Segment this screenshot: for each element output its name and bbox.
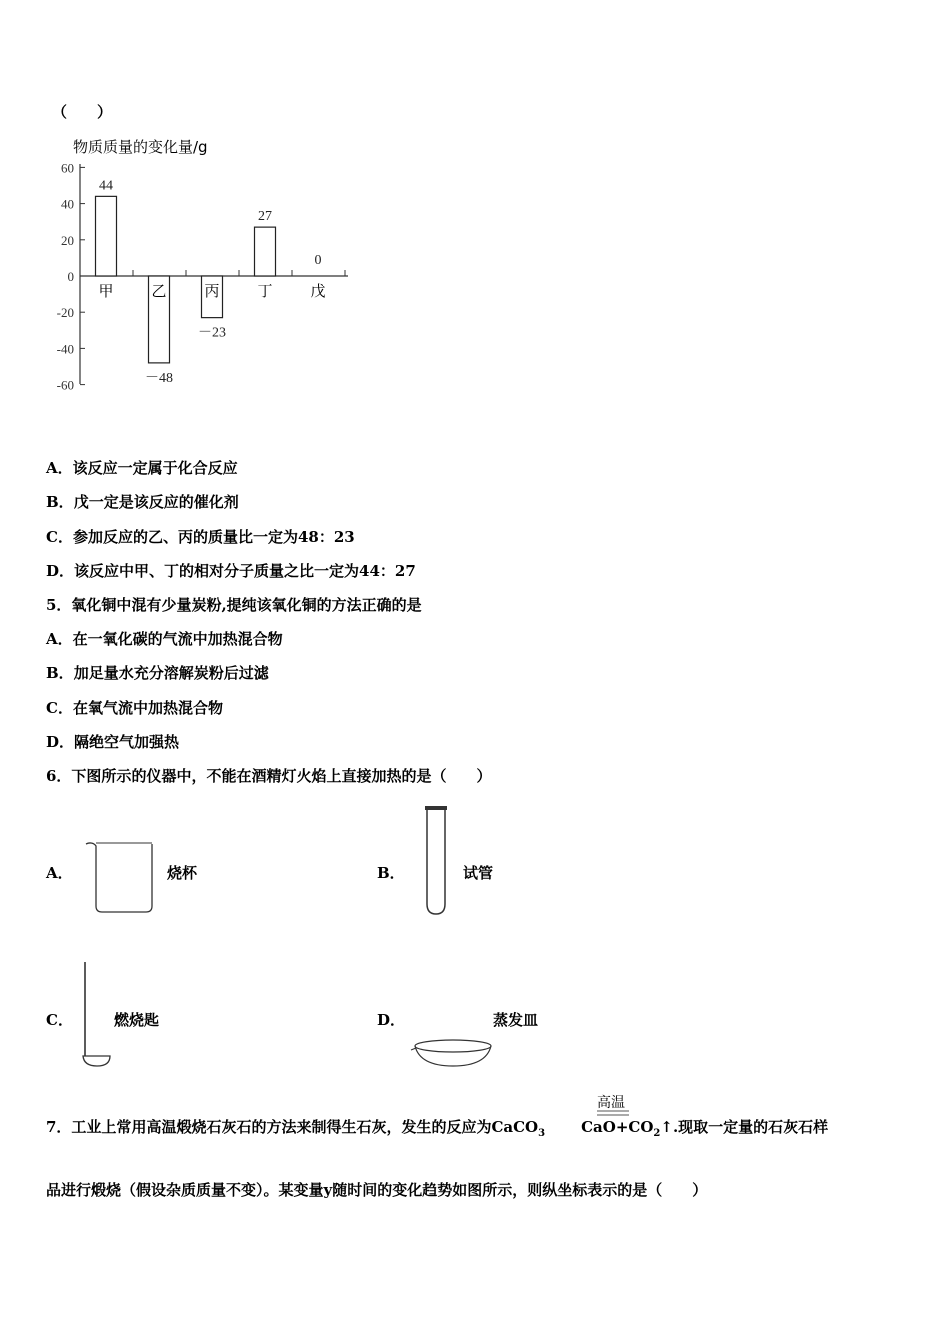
y-tick-label: 0 — [67, 269, 74, 284]
data-label: 44 — [99, 178, 113, 194]
q4-option-a[interactable] — [46, 458, 238, 478]
q5-option-a[interactable] — [46, 629, 283, 649]
evaporating-dish-icon — [410, 1036, 496, 1072]
data-label: 27 — [258, 209, 272, 225]
q4-option-c[interactable] — [46, 527, 355, 547]
data-label: －23 — [198, 325, 226, 341]
bar — [255, 227, 276, 276]
y-tick-label: 20 — [61, 232, 74, 248]
category-label: 戊 — [310, 282, 326, 300]
q5-option-d[interactable] — [46, 732, 179, 752]
q7-stem-text-2: .现取一定量的石灰石样 — [672, 1118, 829, 1136]
question-answer-paren: （ ） — [52, 103, 113, 121]
beaker-icon — [84, 838, 158, 918]
q6-option-c-name: 燃烧匙 — [114, 1011, 160, 1029]
option-text: 在氧气流中加热混合物 — [72, 699, 223, 717]
combustion-spoon-icon — [78, 958, 118, 1070]
option-letter: B． — [46, 493, 74, 511]
option-letter: D． — [46, 733, 75, 751]
bar — [96, 196, 117, 276]
q6-option-b-name: 试管 — [463, 864, 494, 882]
q6-option-c-letter[interactable]: C． — [46, 1011, 73, 1029]
category-label: 甲 — [98, 282, 114, 300]
chart-title: 物质质量的变化量/g — [73, 138, 208, 156]
y-tick-label: -60 — [56, 377, 74, 393]
data-label: －48 — [145, 370, 173, 386]
reactant-subscript: 3 — [538, 1128, 546, 1139]
option-letter: C． — [46, 528, 73, 546]
option-text: 戊一定是该反应的催化剂 — [73, 493, 239, 511]
data-label: 0 — [314, 253, 322, 268]
option-letter: A． — [46, 459, 73, 477]
y-tick-label: 40 — [61, 196, 74, 212]
q5-option-b[interactable] — [46, 663, 269, 683]
option-text: 参加反应的乙、丙的质量比一定为48：23 — [72, 528, 355, 546]
product-formula: CaO+CO — [581, 1118, 654, 1136]
test-tube-icon — [420, 804, 452, 918]
q6-option-d-name: 蒸发皿 — [493, 1011, 539, 1029]
category-label: 乙 — [151, 282, 167, 300]
q7-reactant — [491, 1118, 546, 1139]
gas-arrow: ↑ — [660, 1118, 673, 1136]
q7-stem-line-1 — [46, 1117, 828, 1144]
option-text: 加足量水充分溶解炭粉后过滤 — [73, 664, 269, 682]
q6-option-a-letter[interactable]: A． — [46, 864, 73, 882]
option-text: 该反应中甲、丁的相对分子质量之比一定为44：27 — [74, 562, 416, 580]
bar-chart — [40, 150, 370, 400]
option-letter: C． — [46, 699, 73, 717]
q7-stem-line-2: 品进行煅烧（假设杂质质量不变）。某变量y随时间的变化趋势如图所示，则纵坐标表示的是（ ） — [46, 1181, 708, 1199]
y-tick-label: -40 — [56, 341, 74, 357]
option-text: 在一氧化碳的气流中加热混合物 — [72, 630, 283, 648]
reaction-condition: 高温 — [597, 1095, 625, 1111]
q6-option-a-name: 烧杯 — [167, 864, 198, 882]
q6-option-b-letter[interactable]: B． — [377, 864, 405, 882]
option-letter: D． — [46, 562, 75, 580]
product-subscript: 2 — [653, 1128, 661, 1139]
q4-option-b[interactable] — [46, 492, 239, 512]
q6-stem: 6．下图所示的仪器中，不能在酒精灯火焰上直接加热的是（ ） — [46, 767, 492, 785]
q6-option-d-letter[interactable]: D． — [377, 1011, 406, 1029]
q5-option-c[interactable] — [46, 698, 223, 718]
category-label: 丁 — [257, 282, 273, 300]
option-text: 该反应一定属于化合反应 — [72, 459, 238, 477]
option-text: 隔绝空气加强热 — [74, 733, 180, 751]
option-letter: B． — [46, 664, 74, 682]
reactant-formula: CaCO — [491, 1118, 539, 1136]
q7-products — [581, 1118, 673, 1139]
category-label: 丙 — [204, 282, 220, 300]
y-tick-label: 60 — [61, 160, 74, 176]
q7-stem-text: 7．工业上常用高温煅烧石灰石的方法来制得生石灰，发生的反应为 — [46, 1118, 492, 1136]
equals-sign-icon — [597, 1109, 631, 1117]
y-tick-label: -20 — [56, 305, 74, 321]
q4-option-d[interactable] — [46, 561, 416, 581]
option-letter: A． — [46, 630, 73, 648]
q5-stem: 5．氧化铜中混有少量炭粉,提纯该氧化铜的方法正确的是 — [46, 596, 422, 614]
